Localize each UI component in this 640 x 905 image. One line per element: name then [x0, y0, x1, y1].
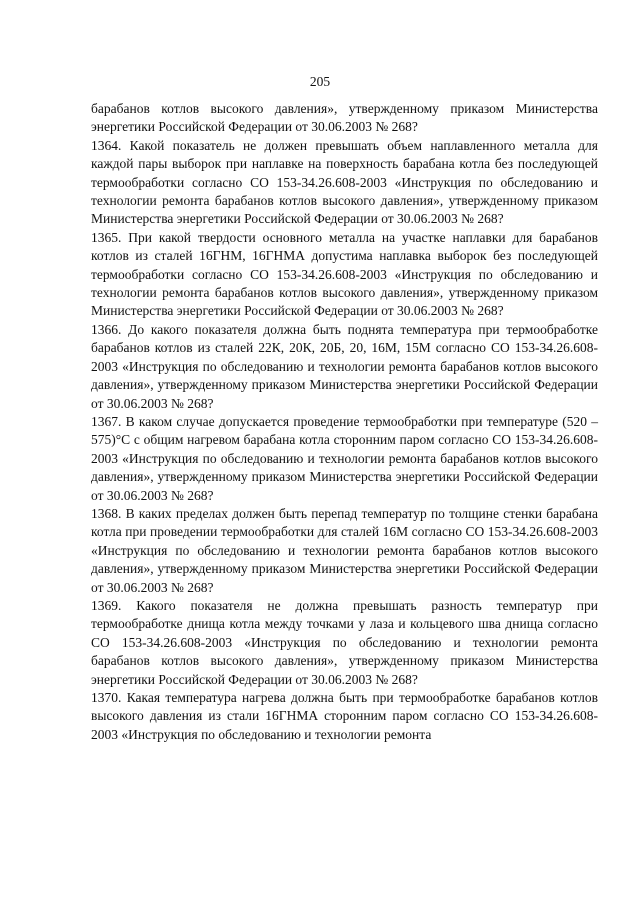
- page-number: 205: [309, 74, 331, 89]
- question-1364: 1364. Какой показатель не должен превышать объем наплавленного металла для каждой пары выборок при наплавке на поверхность барабана котла без последующей термообработки согласно СО 153-34.26.608-2003 «Инструкция по обследованию и технологии ремонта барабанов котлов высокого давления», утвержденному приказом Министерства энергетики Российской Федерации от 30.06.2003 № 268?: [91, 137, 598, 227]
- question-1365: 1365. При какой твердости основного металла на участке наплавки для барабанов котлов из сталей 16ГНМ, 16ГНМА допустима наплавка выборок без последующей термообработки согласно СО 153-34.26.608-2003 «Инструкция по обследованию и технологии ремонта барабанов котлов высокого давления», утвержденному приказом Министерства энергетики Российской Федерации от 30.06.2003 № 268?: [91, 229, 598, 319]
- question-1369: 1369. Какого показателя не должна превышать разность температур при термообработке днища котла между точками у лаза и кольцевого шва днища согласно СО 153-34.26.608-2003 «Инструкция по обследованию и технологии ремонта барабанов котлов высокого давления», утвержденному приказом Министерства энергетики Российской Федерации от 30.06.2003 № 268?: [91, 597, 598, 687]
- page-body-text: [91, 100, 598, 744]
- question-1366: 1366. До какого показателя должна быть поднята температура при термообработке барабанов котлов из сталей 22К, 20К, 20Б, 20, 16М, 15М согласно СО 153-34.26.608-2003 «Инструкция по обследованию и технологии ремонта барабанов котлов высокого давления», утвержденному приказом Министерства энергетики Российской Федерации от 30.06.2003 № 268?: [91, 321, 598, 411]
- question-1368: 1368. В каких пределах должен быть перепад температур по толщине стенки барабана котла при проведении термообработки для сталей 16М согласно СО 153-34.26.608-2003 «Инструкция по обследованию и технологии ремонта барабанов котлов высокого давления», утвержденному приказом Министерства энергетики Российской Федерации от 30.06.2003 № 268?: [91, 505, 598, 595]
- question-1370: 1370. Какая температура нагрева должна быть при термообработке барабанов котлов высокого давления из стали 16ГНМА сторонним паром согласно СО 153-34.26.608-2003 «Инструкция по обследованию и технологии ремонта: [91, 690, 598, 742]
- paragraph-continuation: барабанов котлов высокого давления», утвержденному приказом Министерства энергетики Российской Федерации от 30.06.2003 № 268?: [91, 101, 598, 135]
- question-1367: 1367. В каком случае допускается проведение термообработки при температуре (520 – 575)°С с общим нагревом барабана котла сторонним паром согласно СО 153-34.26.608-2003 «Инструкция по обследованию и технологии ремонта барабанов котлов высокого давления», утвержденному приказом Министерства энергетики Российской Федерации от 30.06.2003 № 268?: [91, 413, 598, 503]
